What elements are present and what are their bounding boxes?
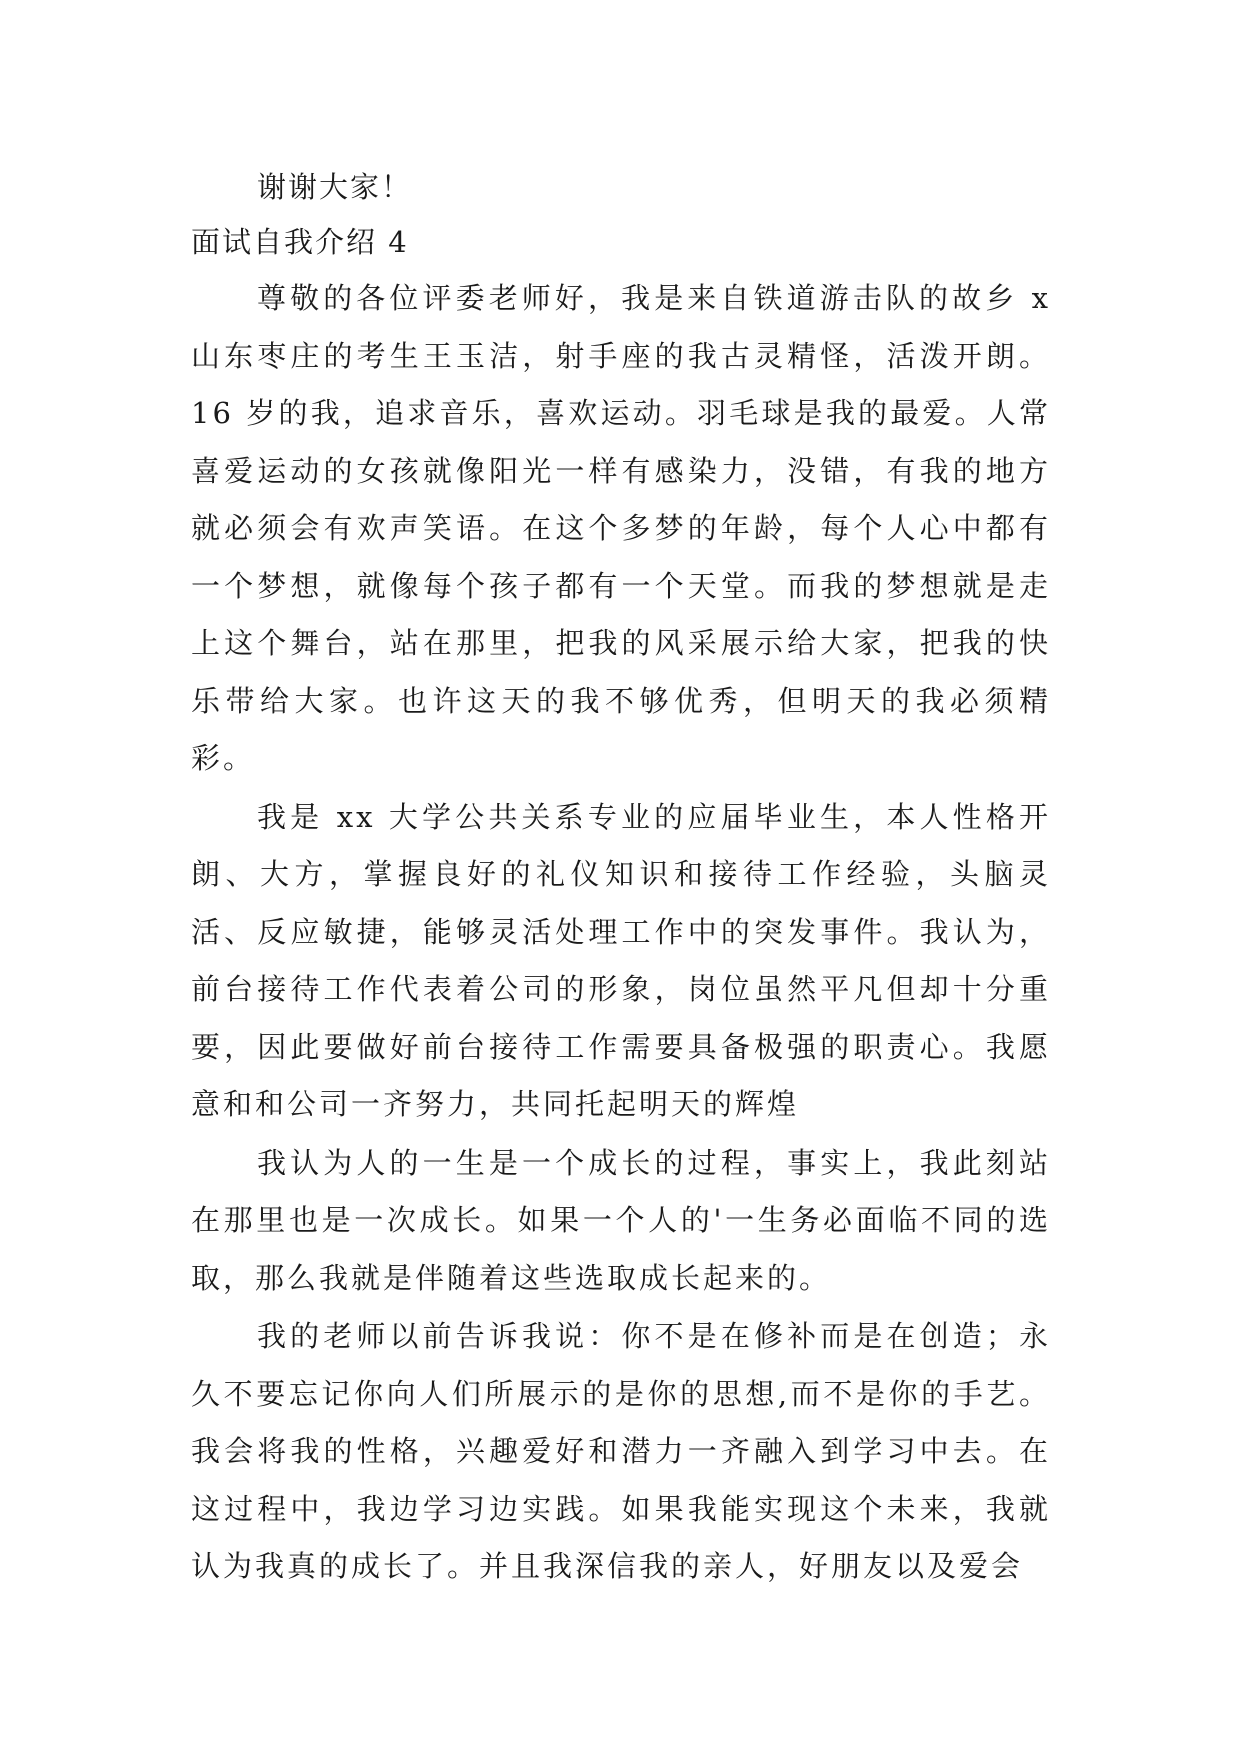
section-title: 面试自我介绍 4 — [191, 225, 409, 259]
paragraph-1: 尊敬的各位评委老师好，我是来自铁道游击队的故乡 x 山东枣庄的考生王玉洁，射手座的我古灵精怪，活泼开朗。16 岁的我，追求音乐，喜欢运动。羽毛球是我的最爱。人常喜爱运动的女孩就像阳光一样有感染力，没错，有我的地方就必须会有欢声笑语。在这个多梦的年龄，每个人心中都有一个梦想，就像每个孩子都有一个天堂。而我的梦想就是走上这个舞台，站在那里，把我的风采展示给大家，把我的快乐带给大家。也许这天的我不够优秀，但明天的我必须精彩。 — [191, 281, 1051, 775]
paragraph-3: 我认为人的一生是一个成长的过程，事实上，我此刻站在那里也是一次成长。如果一个人的'一生务必面临不同的选取，那么我就是伴随着这些选取成长起来的。 — [191, 1145, 1051, 1295]
paragraph-2: 我是 xx 大学公共关系专业的应届毕业生，本人性格开朗、大方，掌握良好的礼仪知识和接待工作经验，头脑灵活、反应敏捷，能够灵活处理工作中的突发事件。我认为，前台接待工作代表着公司的形象，岗位虽然平凡但却十分重要，因此要做好前台接待工作需要具备极强的职责心。我愿意和和公司一齐努力，共同托起明天的辉煌 — [191, 799, 1051, 1121]
document-body — [191, 160, 1051, 1596]
closing-line: 谢谢大家！ — [257, 170, 413, 204]
paragraph-4: 我的老师以前告诉我说：你不是在修补而是在创造；永久不要忘记你向人们所展示的是你的思想,而不是你的手艺。我会将我的性格，兴趣爱好和潜力一齐融入到学习中去。在这过程中，我边学习边实践。如果我能实现这个未来，我就认为我真的成长了。并且我深信我的亲人，好朋友以及爱会 — [191, 1319, 1051, 1583]
